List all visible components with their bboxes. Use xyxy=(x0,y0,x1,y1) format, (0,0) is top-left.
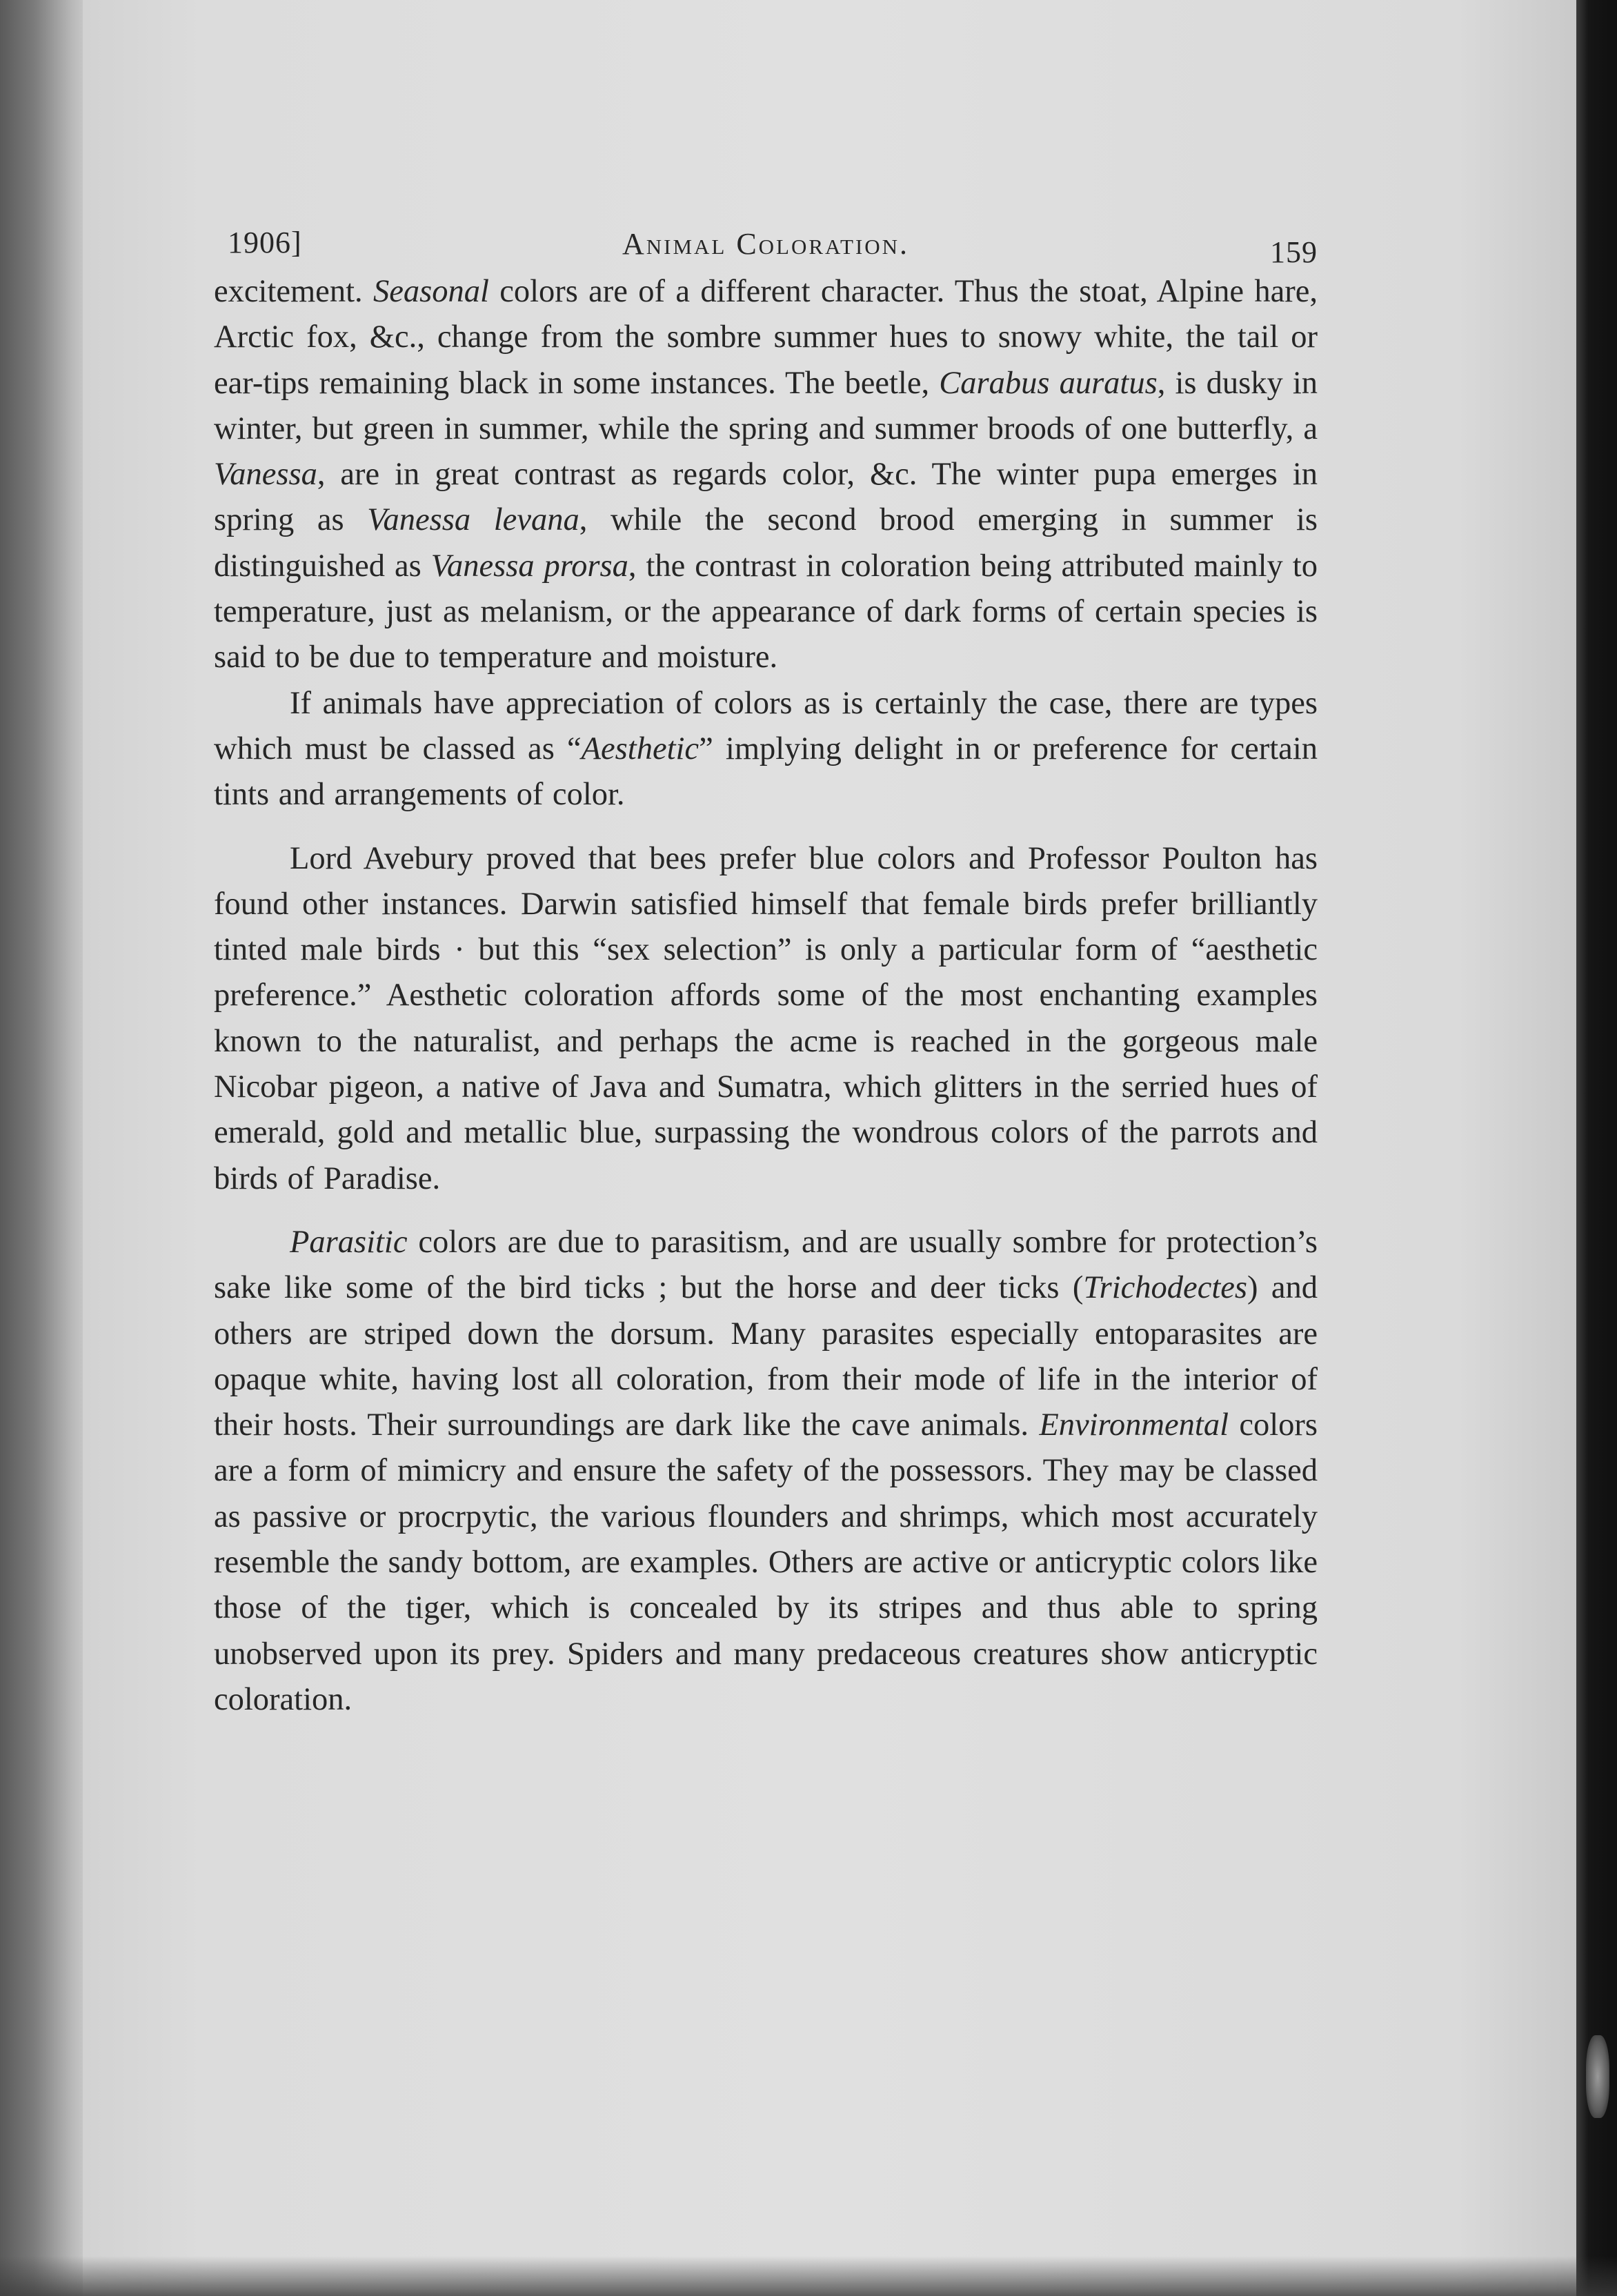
text-run: colors are due to parasitism, and are usually sombre for protection’s sake like some of the bird ticks ; but the horse and deer ticks ( xyxy=(214,1224,1318,1306)
italic-term: Seasonal xyxy=(373,274,489,309)
text-run: , is dusky in winter, but green in summer, while the spring and summer broods of one butterfly, a xyxy=(214,365,1318,446)
text-run: colors are a form of mimicry and ensure the safety of the possessors. They may be classed as passive or procrpytic, the various flounders and shrimps, which most accurately resemble the sandy bottom, are examples. Others are active or anticryptic colors like those of the tiger, which is concealed by its stripes and thus able to spring unobserved upon its prey. Spiders and many predaceous creatures show anticryptic coloration. xyxy=(214,1407,1318,1717)
italic-term: Parasitic xyxy=(290,1224,408,1260)
italic-term: Trichodectes xyxy=(1083,1270,1247,1306)
paragraph-avebury xyxy=(214,836,1318,1202)
text-run: excitement. xyxy=(214,274,373,309)
text-run: ” implying delight in or preference for certain tints and arrangements of color. xyxy=(214,731,1318,813)
paragraph-parasitic xyxy=(214,1220,1318,1723)
bottom-shadow xyxy=(0,2256,1617,2296)
italic-term: Vanessa prorsa xyxy=(430,548,628,584)
paragraph-aesthetic xyxy=(214,681,1318,818)
text-run: If animals have appreciation of colors as is certainly the case, there are types which must be classed as “ xyxy=(214,685,1318,766)
header-year: 1906] xyxy=(228,226,302,259)
text-run: , while the second brood emerging in summer is distinguished as xyxy=(214,502,1318,584)
text-run: colors are of a different character. Thus the stoat, Alpine hare, Arctic fox, &c., change from the sombre summer hues to snowy white, the tail or ear-tips remaining black in some instances. The beetle, xyxy=(214,274,1318,401)
page-edge xyxy=(1576,0,1617,2296)
italic-term: Vanessa xyxy=(214,457,317,493)
text-block xyxy=(214,214,1318,1723)
text-run: , are in great contrast as regards color, &c. The winter pupa emerges in spring as xyxy=(214,457,1318,538)
italic-term: Vanessa levana xyxy=(367,502,579,538)
italic-term: Carabus auratus xyxy=(939,365,1158,401)
text-run: ) and others are striped down the dorsum. Many parasites especially entoparasites are opaque white, having lost all coloration, from their mode of life in the interior of their hosts. Their surroundings are dark like the cave animals. xyxy=(214,1270,1318,1443)
running-head xyxy=(214,214,1318,269)
page-number: 159 xyxy=(1270,235,1318,269)
italic-term: Aesthetic xyxy=(581,731,700,766)
binding-shadow xyxy=(0,0,97,2296)
text-run: Lord Avebury proved that bees prefer blue colors and Professor Poulton has found other instances. Darwin satisfied himself that female birds prefer brilliantly tinted male birds · but this “sex selection” is only a particular form of “aesthetic preference.” Aesthetic coloration affords some of the most enchanting examples known to the naturalist, and perhaps the acme is reached in the gorgeous male Nicobar pigeon, a native of Java and Sumatra, which glitters in the serried hues of emerald, gold and metallic blue, surpassing the wondrous colors of the parrots and birds of Paradise. xyxy=(214,840,1318,1196)
paragraph-seasonal xyxy=(214,269,1318,681)
header-title: Animal Coloration. xyxy=(622,227,910,261)
page-edge-mark xyxy=(1586,2035,1609,2118)
text-run: , the contrast in coloration being attributed mainly to temperature, just as melanism, or the appearance of dark forms of certain species is said to be due to temperature and moisture. xyxy=(214,548,1318,675)
italic-term: Environmental xyxy=(1039,1407,1229,1443)
